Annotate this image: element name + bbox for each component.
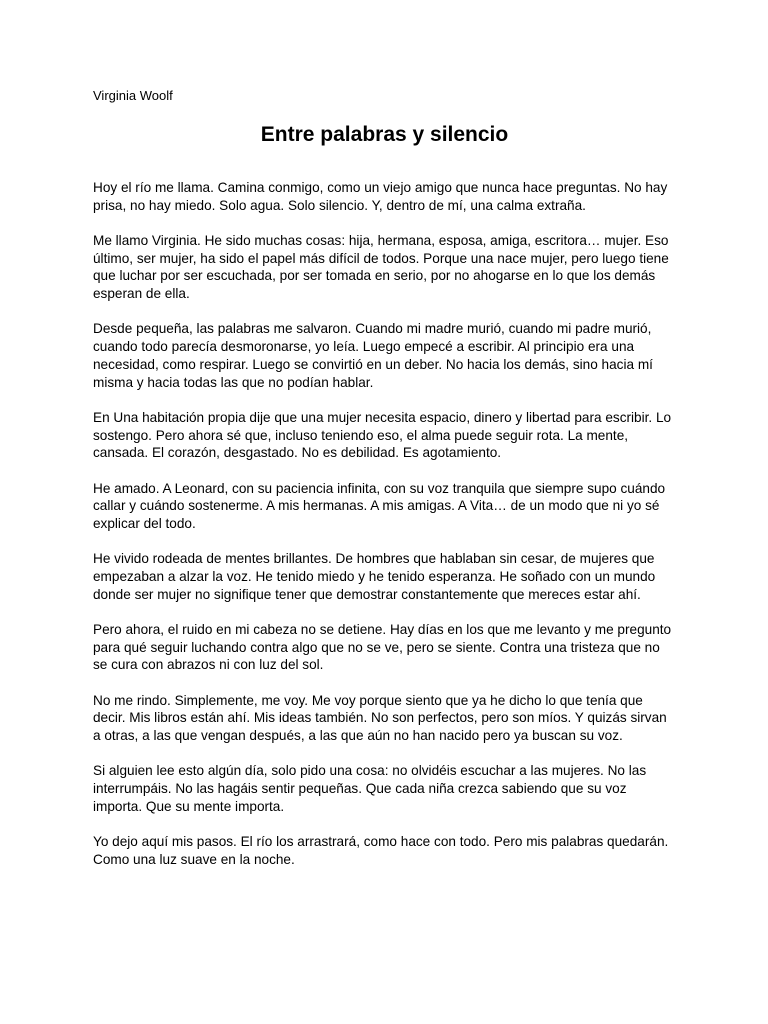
paragraph-6: He vivido rodeada de mentes brillantes. De hombres que hablaban sin cesar, de mujeres que empezaban a alzar la voz. He tenido miedo y he tenido esperanza. He soñado con un mundo donde ser mujer no signifique tener que demostrar constantemente que mereces estar ahí. xyxy=(93,551,656,602)
paragraph-4: En Una habitación propia dije que una mujer necesita espacio, dinero y libertad para escribir. Lo sostengo. Pero ahora sé que, incluso teniendo eso, el alma puede seguir rota. La mente, cansada. El corazón, desgastado. No es debilidad. Es agotamiento. xyxy=(93,409,672,461)
paragraph-10: Yo dejo aquí mis pasos. El río los arrastrará, como hace con todo. Pero mis palabras quedarán. Como una luz suave en la noche. xyxy=(93,834,669,867)
author-name: Virginia Woolf xyxy=(93,88,173,103)
paragraph-9: Si alguien lee esto algún día, solo pido una cosa: no olvidéis escuchar a las mujeres. No las interrumpáis. No las hagáis sentir pequeñas. Que cada niña crezca sabiendo que su voz importa. Que su mente importa. xyxy=(93,763,647,814)
paragraph-7: Pero ahora, el ruido en mi cabeza no se detiene. Hay días en los que me levanto y me pregunto para qué seguir luchando contra algo que no se ve, pero se siente. Contra una tristeza que no se cura con abrazos ni con luz del sol. xyxy=(93,621,672,673)
paragraph-8: No me rindo. Simplemente, me voy. Me voy porque siento que ya he dicho lo que tenía que decir. Mis libros están ahí. Mis ideas también. No son perfectos, pero son míos. Y quizás sirvan a otras, a las que vengan después, a las que aún no han nacido pero ya buscan su voz. xyxy=(93,692,667,744)
document-page xyxy=(93,88,676,867)
paragraph-2: Me llamo Virginia. He sido muchas cosas: hija, hermana, esposa, amiga, escritora… mujer. Eso último, ser mujer, ha sido el papel más difícil de todos. Porque una nace mujer, pero luego tiene que luchar por ser escuchada, por ser tomada en serio, por no ahogarse en lo que los demás esperan de ella. xyxy=(93,233,669,302)
paragraph-3: Desde pequeña, las palabras me salvaron. Cuando mi madre murió, cuando mi padre murió, cuando todo parecía desmoronarse, yo leía. Luego empecé a escribir. Al principio era una necesidad, como respirar. Luego se convirtió en un deber. No hacia los demás, sino hacia mí misma y hacia todas las que no podían hablar. xyxy=(93,321,653,390)
paragraph-1: Hoy el río me llama. Camina conmigo, como un viejo amigo que nunca hace preguntas. No hay prisa, no hay miedo. Solo agua. Solo silencio. Y, dentro de mí, una calma extraña. xyxy=(93,180,668,213)
document-body xyxy=(93,179,676,886)
paragraph-5: He amado. A Leonard, con su paciencia infinita, con su voz tranquila que siempre supo cuándo callar y cuándo sostenerme. A mis hermanas. A mis amigas. A Vita… de un modo que ni yo sé explicar del todo. xyxy=(93,480,666,531)
document-title: Entre palabras y silencio xyxy=(260,123,509,146)
